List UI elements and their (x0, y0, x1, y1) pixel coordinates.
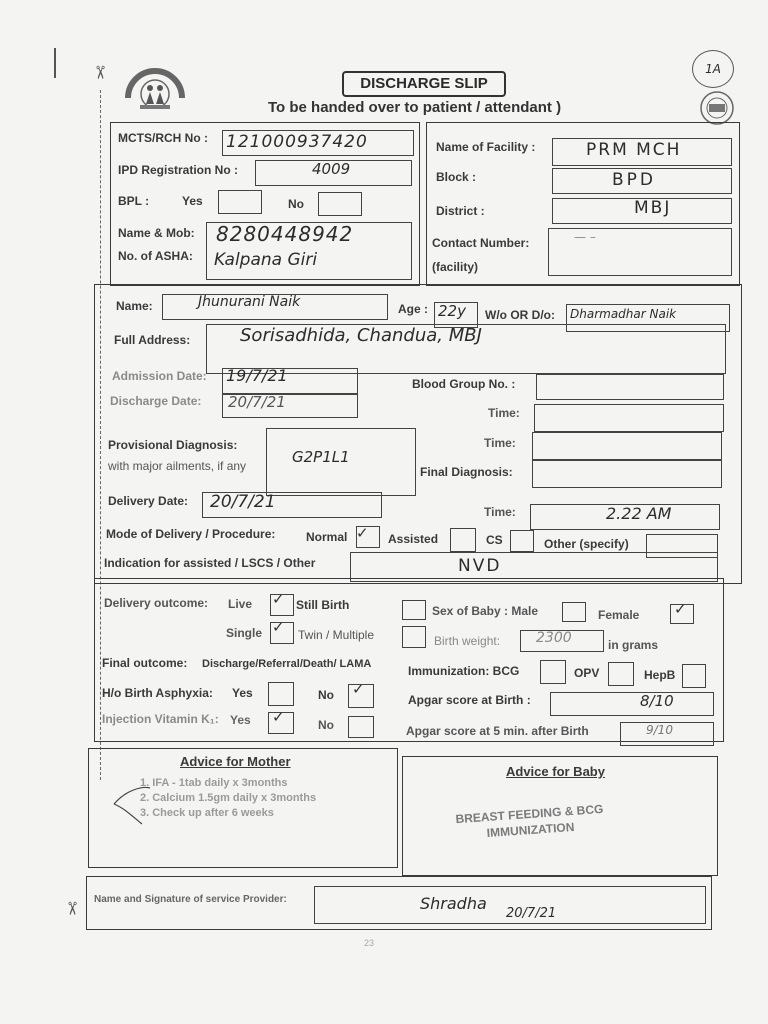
final-diagnosis-field[interactable] (532, 460, 722, 488)
birth-weight-label: Birth weight: (434, 634, 501, 648)
still-birth-checkbox[interactable] (402, 600, 426, 620)
time-field-1[interactable] (534, 404, 724, 432)
vitk-yes-label: Yes (230, 713, 251, 727)
asphyxia-no-label: No (318, 688, 334, 702)
live-label: Live (228, 597, 253, 611)
single-label: Single (226, 626, 263, 640)
assisted-label: Assisted (388, 532, 439, 546)
page-mark-circle (692, 50, 734, 88)
live-checkmark-icon: ✓ (272, 590, 285, 608)
page-subtitle: To be handed over to patient / attendant ) (268, 99, 562, 116)
contact-sub-label: (facility) (432, 260, 479, 274)
baby-advice-title: Advice for Baby (506, 764, 605, 779)
bpl-yes-checkbox[interactable] (218, 190, 262, 214)
name-label: Name: (116, 299, 153, 313)
admission-value: 19/7/21 (226, 366, 288, 385)
signature-date: 20/7/21 (506, 906, 557, 921)
margin-mark (54, 48, 56, 78)
nhm-logo (122, 68, 188, 112)
final-outcome-label: Final outcome: (102, 656, 188, 670)
vitk-no-label: No (318, 718, 334, 732)
female-checkmark-icon: ✓ (674, 600, 687, 618)
apgar-field[interactable] (550, 692, 714, 716)
hepb-label: HepB (644, 668, 676, 682)
prov-diagnosis-sub: with major ailments, if any (108, 459, 247, 473)
bpl-no-label: No (288, 197, 304, 211)
address-value: Sorisadhida, Chandua, MBJ (240, 325, 482, 346)
time-label-2: Time: (484, 436, 516, 450)
asphyxia-no-checkmark-icon: ✓ (352, 680, 365, 698)
scissor-icon-top: ✂ (90, 64, 111, 81)
normal-label: Normal (306, 530, 348, 544)
vitk-no-checkbox[interactable] (348, 716, 374, 738)
mode-label: Mode of Delivery / Procedure: (106, 527, 276, 541)
signature-label: Name and Signature of service Provider: (94, 894, 287, 905)
page-title: DISCHARGE SLIP (360, 75, 488, 92)
asha-label: No. of ASHA: (118, 249, 193, 263)
still-birth-label: Still Birth (296, 598, 350, 612)
bpl-yes-label: Yes (182, 194, 203, 208)
final-diagnosis-label: Final Diagnosis: (420, 465, 513, 479)
page-mark: 1A (705, 62, 721, 76)
final-outcome-options: Discharge/Referral/Death/ LAMA (202, 658, 372, 670)
assisted-checkbox[interactable] (450, 528, 476, 552)
indication-value: NVD (458, 556, 502, 576)
ipd-value: 4009 (312, 160, 351, 178)
blood-group-field[interactable] (536, 374, 724, 400)
sex-label: Sex of Baby : Male (432, 604, 539, 618)
indication-label: Indication for assisted / LSCS / Other (104, 556, 316, 570)
opv-label: OPV (574, 666, 600, 680)
mcts-value: 121000937420 (226, 132, 368, 152)
blood-group-label: Blood Group No. : (412, 377, 516, 391)
ipd-label: IPD Registration No : (118, 163, 239, 177)
age-label: Age : (398, 302, 428, 316)
facility-value: PRM MCH (586, 140, 682, 160)
bcg-checkbox[interactable] (540, 660, 566, 684)
apgar5-value: 9/10 (646, 723, 673, 737)
cs-label: CS (486, 533, 503, 547)
other-label: Other (specify) (544, 537, 629, 551)
district-label: District : (436, 204, 485, 218)
prov-diagnosis-value: G2P1L1 (292, 448, 350, 466)
mother-advice-bracket (112, 786, 152, 826)
cs-checkbox[interactable] (510, 530, 534, 552)
district-value: MBJ (634, 198, 672, 218)
opv-checkbox[interactable] (608, 662, 634, 686)
apgar-label: Apgar score at Birth : (408, 693, 531, 707)
title-box (342, 71, 506, 97)
block-value: BPD (612, 170, 657, 190)
twin-label: Twin / Multiple (298, 628, 375, 642)
apgar5-label: Apgar score at 5 min. after Birth (406, 724, 589, 738)
bpl-label: BPL : (118, 194, 150, 208)
wo-value: Dharmadhar Naik (570, 307, 677, 321)
time-label-3: Time: (484, 505, 516, 519)
delivery-outcome-label: Delivery outcome: (104, 596, 209, 610)
mother-advice-title: Advice for Mother (180, 754, 291, 769)
delivery-date-label: Delivery Date: (108, 494, 189, 508)
mcts-label: MCTS/RCH No : (118, 131, 208, 145)
discharge-label: Discharge Date: (110, 394, 202, 408)
name-mob-label: Name & Mob: (118, 226, 195, 240)
vitk-label: Injection Vitamin K₁: (102, 712, 219, 726)
twin-checkbox[interactable] (402, 626, 426, 648)
block-label: Block : (436, 170, 477, 184)
vitk-yes-checkmark-icon: ✓ (272, 708, 285, 726)
admission-label: Admission Date: (112, 369, 207, 383)
male-checkbox[interactable] (562, 602, 586, 622)
bpl-no-checkbox[interactable] (318, 192, 362, 216)
single-checkmark-icon: ✓ (272, 618, 285, 636)
contact-value: — – (574, 230, 596, 244)
baby-advice-stamp: BREAST FEEDING & BCG IMMUNIZATION (455, 801, 604, 841)
page-number: 23 (364, 938, 375, 948)
time-label-1: Time: (488, 406, 520, 420)
name-mob-value: 8280448942 (216, 222, 354, 246)
normal-checkmark-icon: ✓ (356, 524, 369, 542)
facility-label: Name of Facility : (436, 140, 536, 154)
apgar-value: 8/10 (640, 692, 674, 710)
female-label: Female (598, 608, 640, 622)
birth-weight-value: 2300 (536, 630, 572, 646)
state-emblem-logo (697, 90, 737, 126)
wo-label: W/o OR D/o: (485, 308, 555, 322)
age-value: 22y (438, 302, 466, 320)
asphyxia-yes-label: Yes (232, 686, 253, 700)
delivery-date-value: 20/7/21 (210, 492, 276, 512)
time-field-2[interactable] (532, 432, 722, 460)
signature-value: Shradha (420, 894, 487, 913)
asphyxia-yes-checkbox[interactable] (268, 682, 294, 706)
mother-advice-text: 1. IFA - 1tab daily x 3months 2. Calcium 1.5gm daily x 3months 3. Check up after 6 weeks (140, 777, 317, 819)
asha-value: Kalpana Giri (214, 250, 318, 270)
scissor-icon-bottom: ✂ (62, 900, 83, 917)
name-value: Jhunurani Naik (198, 294, 301, 310)
prov-diagnosis-label: Provisional Diagnosis: (108, 438, 238, 452)
grams-label: in grams (608, 638, 659, 652)
contact-label: Contact Number: (432, 236, 530, 250)
address-label: Full Address: (114, 333, 191, 347)
hepb-checkbox[interactable] (682, 664, 706, 688)
discharge-value: 20/7/21 (228, 393, 286, 411)
delivery-time-value: 2.22 AM (606, 504, 672, 523)
asphyxia-label: H/o Birth Asphyxia: (102, 686, 213, 700)
immunization-label: Immunization: BCG (408, 664, 520, 678)
